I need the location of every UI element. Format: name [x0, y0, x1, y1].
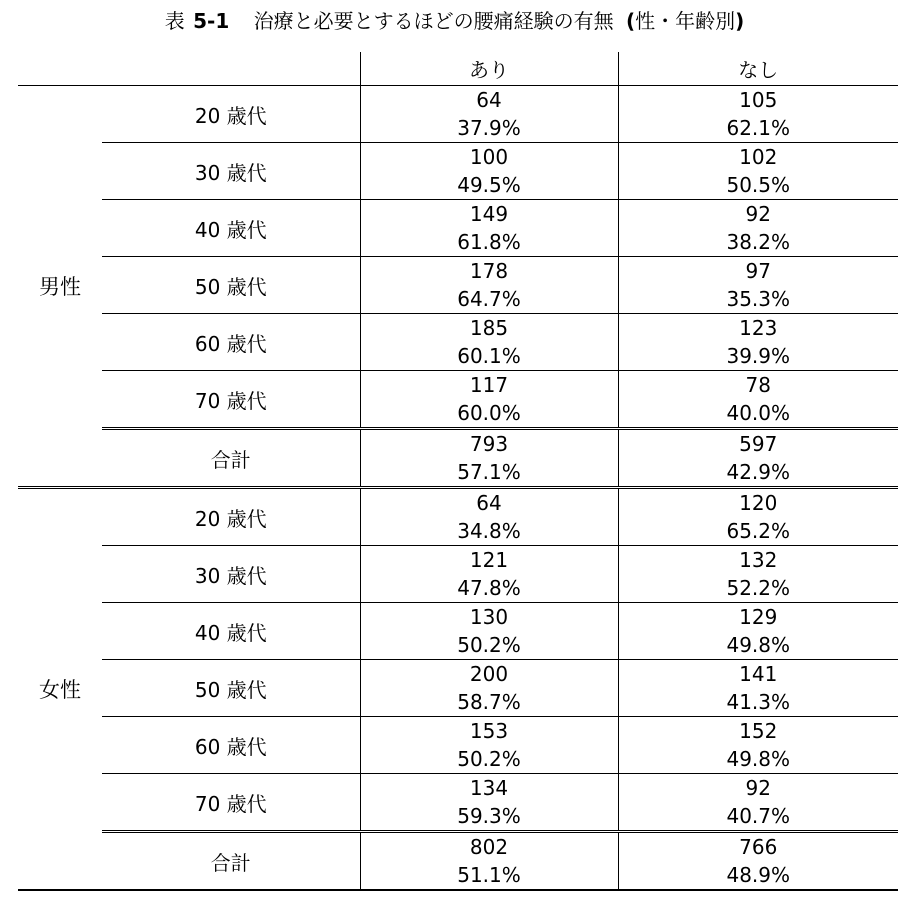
ari-percent: 64.7% — [457, 287, 521, 311]
nashi-cell — [618, 257, 898, 314]
nashi-percent: 40.7% — [726, 804, 791, 828]
age-label: 50 歳代 — [102, 660, 360, 717]
nashi-percent: 50.5% — [726, 173, 791, 197]
nashi-cell — [618, 717, 898, 774]
nashi-cell — [618, 832, 898, 891]
ari-percent: 49.5% — [457, 173, 521, 197]
nashi-count: 92 — [745, 776, 771, 800]
table-row — [18, 660, 898, 717]
ari-percent: 50.2% — [457, 633, 521, 657]
nashi-count: 102 — [739, 145, 778, 169]
ari-count: 793 — [469, 432, 509, 456]
nashi-cell — [618, 488, 898, 546]
caption-label: 表 — [164, 9, 185, 33]
ari-cell — [360, 86, 618, 143]
ari-percent: 61.8% — [457, 230, 521, 254]
nashi-count: 92 — [745, 202, 771, 226]
table-caption — [0, 6, 909, 36]
age-label: 70 歳代 — [102, 774, 360, 832]
ari-count: 64 — [476, 491, 502, 515]
nashi-percent: 52.2% — [726, 576, 791, 600]
nashi-count: 105 — [739, 88, 778, 112]
ari-cell — [360, 717, 618, 774]
nashi-cell — [618, 546, 898, 603]
ari-percent: 58.7% — [457, 690, 521, 714]
nashi-percent: 39.9% — [726, 344, 791, 368]
nashi-cell — [618, 429, 898, 488]
female-group — [18, 488, 898, 891]
nashi-percent: 62.1% — [726, 116, 791, 140]
ari-count: 134 — [469, 776, 509, 800]
ari-count: 185 — [469, 316, 509, 340]
ari-percent: 60.1% — [457, 344, 521, 368]
ari-percent: 51.1% — [457, 863, 521, 887]
ari-cell — [360, 314, 618, 371]
nashi-count: 123 — [739, 316, 778, 340]
sex-label: 女性 — [18, 488, 102, 891]
sex-label: 男性 — [18, 86, 102, 488]
ari-count: 130 — [469, 605, 509, 629]
ari-cell — [360, 660, 618, 717]
nashi-count: 129 — [739, 605, 778, 629]
ari-count: 64 — [476, 88, 502, 112]
nashi-cell — [618, 774, 898, 832]
ari-count: 149 — [469, 202, 509, 226]
ari-cell — [360, 774, 618, 832]
total-row — [18, 429, 898, 488]
nashi-count: 78 — [745, 373, 771, 397]
nashi-count: 597 — [739, 432, 778, 456]
ari-percent: 37.9% — [457, 116, 521, 140]
table-row — [18, 774, 898, 832]
nashi-percent: 40.0% — [726, 401, 791, 425]
age-label: 60 歳代 — [102, 717, 360, 774]
caption-subtitle: (性・年齢別) — [625, 9, 745, 33]
ari-cell — [360, 546, 618, 603]
nashi-percent: 41.3% — [726, 690, 791, 714]
nashi-count: 132 — [739, 548, 778, 572]
table-row — [18, 314, 898, 371]
nashi-count: 141 — [739, 662, 778, 686]
nashi-count: 152 — [739, 719, 778, 743]
header-ari: あり — [360, 52, 618, 86]
ari-percent: 57.1% — [457, 460, 521, 484]
total-label: 合計 — [102, 832, 360, 891]
ari-cell — [360, 200, 618, 257]
table-row — [18, 257, 898, 314]
ari-percent: 34.8% — [457, 519, 521, 543]
header-corner-sex — [18, 52, 102, 86]
nashi-percent: 49.8% — [726, 633, 791, 657]
age-label: 20 歳代 — [102, 488, 360, 546]
caption-number: 5-1 — [193, 9, 230, 33]
ari-cell — [360, 143, 618, 200]
ari-cell — [360, 429, 618, 488]
nashi-cell — [618, 86, 898, 143]
ari-count: 200 — [469, 662, 509, 686]
caption-title: 治療と必要とするほどの腰痛経験の有無 — [253, 9, 614, 33]
ari-percent: 59.3% — [457, 804, 521, 828]
age-label: 30 歳代 — [102, 143, 360, 200]
table-row — [18, 200, 898, 257]
ari-count: 100 — [469, 145, 509, 169]
ari-count: 178 — [469, 259, 509, 283]
ari-count: 802 — [469, 835, 509, 859]
ari-cell — [360, 257, 618, 314]
table-row — [18, 603, 898, 660]
age-label: 20 歳代 — [102, 86, 360, 143]
ari-percent: 50.2% — [457, 747, 521, 771]
ari-count: 117 — [469, 373, 509, 397]
table-row — [18, 371, 898, 429]
ari-cell — [360, 488, 618, 546]
total-label: 合計 — [102, 429, 360, 488]
nashi-percent: 48.9% — [726, 863, 791, 887]
age-label: 60 歳代 — [102, 314, 360, 371]
total-row — [18, 832, 898, 891]
data-table — [18, 52, 898, 891]
age-label: 70 歳代 — [102, 371, 360, 429]
table-row — [18, 488, 898, 546]
nashi-cell — [618, 603, 898, 660]
nashi-percent: 38.2% — [726, 230, 791, 254]
nashi-cell — [618, 371, 898, 429]
table-row — [18, 717, 898, 774]
nashi-cell — [618, 314, 898, 371]
age-label: 50 歳代 — [102, 257, 360, 314]
table-row — [18, 86, 898, 143]
nashi-count: 766 — [739, 835, 778, 859]
ari-count: 153 — [469, 719, 509, 743]
nashi-percent: 42.9% — [726, 460, 791, 484]
table-row — [18, 143, 898, 200]
header-nashi: なし — [618, 52, 898, 86]
male-group — [18, 86, 898, 488]
header-corner-age — [102, 52, 360, 86]
nashi-cell — [618, 143, 898, 200]
ari-percent: 60.0% — [457, 401, 521, 425]
header-row — [18, 52, 898, 86]
age-label: 40 歳代 — [102, 200, 360, 257]
ari-cell — [360, 832, 618, 891]
nashi-count: 120 — [739, 491, 778, 515]
ari-cell — [360, 371, 618, 429]
nashi-cell — [618, 200, 898, 257]
nashi-count: 97 — [745, 259, 771, 283]
nashi-cell — [618, 660, 898, 717]
age-label: 30 歳代 — [102, 546, 360, 603]
age-label: 40 歳代 — [102, 603, 360, 660]
table-row — [18, 546, 898, 603]
ari-cell — [360, 603, 618, 660]
ari-count: 121 — [469, 548, 509, 572]
ari-percent: 47.8% — [457, 576, 521, 600]
nashi-percent: 65.2% — [726, 519, 791, 543]
nashi-percent: 35.3% — [726, 287, 791, 311]
nashi-percent: 49.8% — [726, 747, 791, 771]
